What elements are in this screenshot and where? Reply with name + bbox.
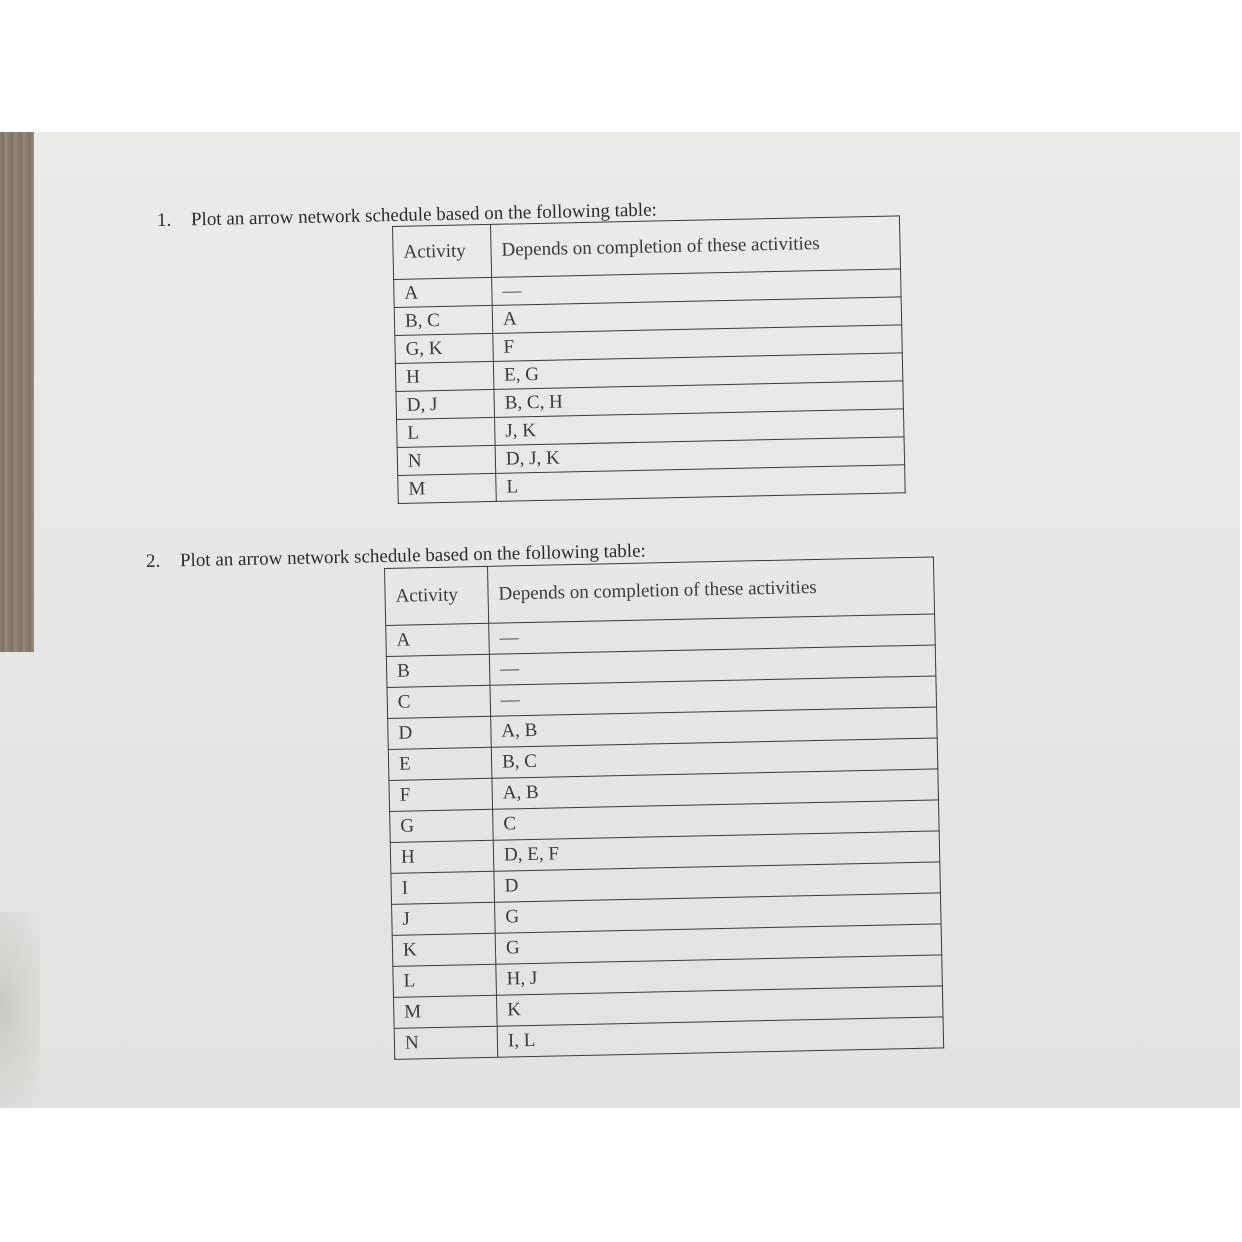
question-2-text: Plot an arrow network schedule based on the following table:	[179, 540, 647, 572]
activity-cell: N	[397, 445, 496, 475]
dependency-cell: —	[490, 676, 937, 716]
table-body	[386, 614, 944, 1059]
depends-header: Depends on completion of these activities	[487, 557, 934, 623]
activity-cell: B, C	[394, 305, 493, 335]
activity-cell: G	[390, 809, 494, 842]
dependency-cell: A, B	[492, 769, 939, 809]
dependency-cell: C	[493, 800, 940, 840]
activity-cell: D	[388, 716, 492, 749]
activity-cell: C	[387, 685, 491, 718]
table-body	[394, 269, 906, 504]
dependency-table-2	[384, 556, 944, 1059]
dependency-cell: I, L	[497, 1017, 944, 1057]
activity-cell: B	[386, 654, 490, 687]
activity-cell: K	[392, 933, 496, 966]
dependency-cell: D, J, K	[495, 437, 904, 474]
activity-cell: F	[389, 778, 493, 811]
activity-cell: G, K	[395, 333, 494, 363]
dependency-cell: G	[495, 893, 942, 933]
dependency-cell: F	[493, 325, 902, 362]
dependency-cell: A	[492, 297, 901, 334]
dependency-cell: J, K	[495, 409, 904, 446]
question-1-text: Plot an arrow network schedule based on the following table:	[190, 199, 658, 231]
dependency-cell: B, C, H	[494, 381, 903, 418]
dependency-cell: G	[495, 924, 942, 964]
dependency-cell: —	[489, 645, 936, 685]
dependency-table-1	[392, 215, 906, 504]
activity-cell: H	[395, 361, 494, 391]
desk-background	[0, 132, 34, 652]
activity-cell: D, J	[396, 389, 495, 419]
activity-header: Activity	[385, 566, 489, 625]
activity-cell: L	[397, 417, 496, 447]
shadow	[0, 912, 40, 1108]
activity-cell: E	[388, 747, 492, 780]
dependency-cell: A, B	[491, 707, 938, 747]
depends-header: Depends on completion of these activities	[490, 216, 900, 278]
dependency-cell: E, G	[493, 353, 902, 390]
dependency-cell: L	[496, 465, 905, 502]
dependency-cell: D, E, F	[493, 831, 940, 871]
dependency-cell: B, C	[491, 738, 938, 778]
activity-cell: N	[394, 1026, 498, 1059]
activity-cell: A	[394, 277, 493, 307]
activity-cell: M	[393, 995, 497, 1028]
dependency-cell: —	[489, 614, 936, 654]
activity-cell: J	[392, 902, 496, 935]
activity-cell: I	[391, 871, 495, 904]
activity-header: Activity	[393, 224, 492, 279]
question-1-number: 1.	[156, 209, 172, 231]
activity-cell: L	[393, 964, 497, 997]
dependency-cell: —	[492, 269, 901, 306]
dependency-cell: D	[494, 862, 941, 902]
activity-cell: H	[390, 840, 494, 873]
dependency-cell: K	[496, 986, 943, 1026]
question-2-number: 2.	[145, 550, 161, 572]
dependency-cell: H, J	[496, 955, 943, 995]
activity-cell: A	[386, 623, 490, 656]
activity-cell: M	[398, 473, 497, 503]
